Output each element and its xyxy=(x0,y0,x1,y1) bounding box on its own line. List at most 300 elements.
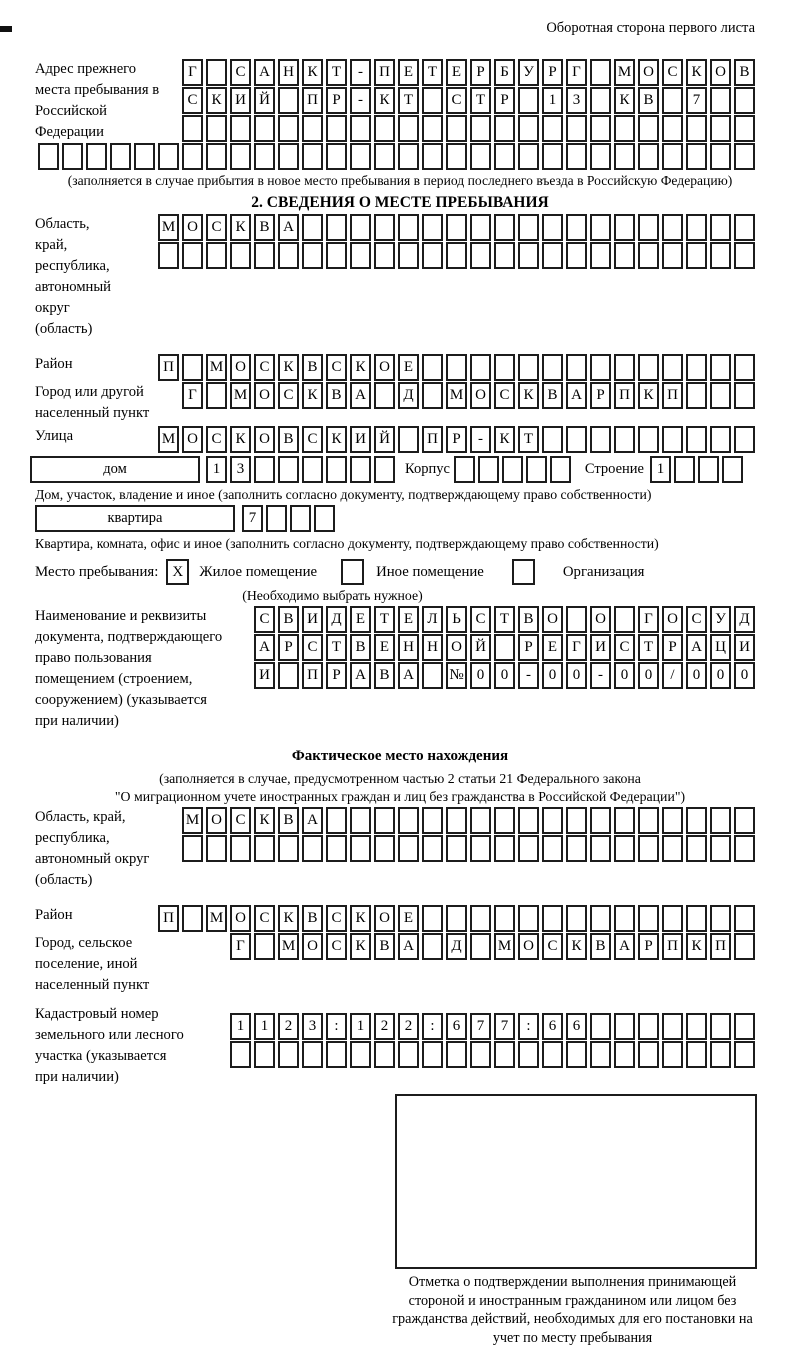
char-box[interactable] xyxy=(566,606,587,633)
char-box[interactable]: В xyxy=(254,214,275,241)
char-box[interactable]: Ь xyxy=(446,606,467,633)
char-box[interactable]: Е xyxy=(446,59,467,86)
char-box[interactable] xyxy=(638,214,659,241)
char-box[interactable]: Д xyxy=(326,606,347,633)
char-box[interactable] xyxy=(206,115,227,142)
char-box[interactable]: О xyxy=(302,933,323,960)
char-box[interactable]: - xyxy=(350,87,371,114)
char-box[interactable]: Р xyxy=(662,634,683,661)
char-box[interactable]: Т xyxy=(326,634,347,661)
char-box[interactable] xyxy=(302,456,323,483)
char-box[interactable]: С xyxy=(326,905,347,932)
char-box[interactable]: С xyxy=(182,87,203,114)
char-box[interactable] xyxy=(542,242,563,269)
char-box[interactable]: У xyxy=(710,606,731,633)
char-box[interactable]: Т xyxy=(470,87,491,114)
char-box[interactable] xyxy=(710,807,731,834)
char-box[interactable] xyxy=(590,214,611,241)
char-box[interactable] xyxy=(638,354,659,381)
char-box[interactable]: К xyxy=(638,382,659,409)
char-box[interactable]: М xyxy=(182,807,203,834)
char-box[interactable]: О xyxy=(710,59,731,86)
char-box[interactable]: С xyxy=(326,933,347,960)
char-box[interactable] xyxy=(182,835,203,862)
char-box[interactable]: О xyxy=(206,807,227,834)
char-box[interactable] xyxy=(254,1041,275,1068)
char-box[interactable] xyxy=(590,59,611,86)
char-box[interactable] xyxy=(494,835,515,862)
char-box[interactable] xyxy=(566,214,587,241)
char-box[interactable] xyxy=(350,1041,371,1068)
char-box[interactable] xyxy=(398,426,419,453)
char-box[interactable]: А xyxy=(350,382,371,409)
char-box[interactable]: 1 xyxy=(254,1013,275,1040)
char-box[interactable]: Б xyxy=(494,59,515,86)
char-box[interactable]: У xyxy=(518,59,539,86)
char-box[interactable] xyxy=(662,905,683,932)
char-box[interactable] xyxy=(478,456,499,483)
char-box[interactable]: В xyxy=(638,87,659,114)
char-box[interactable]: С xyxy=(254,905,275,932)
char-box[interactable] xyxy=(662,807,683,834)
char-box[interactable]: В xyxy=(278,426,299,453)
char-box[interactable] xyxy=(470,905,491,932)
char-box[interactable]: П xyxy=(662,933,683,960)
char-box[interactable] xyxy=(470,143,491,170)
char-box[interactable] xyxy=(638,807,659,834)
char-box[interactable] xyxy=(518,87,539,114)
char-box[interactable]: О xyxy=(446,634,467,661)
char-box[interactable] xyxy=(494,354,515,381)
char-box[interactable]: 0 xyxy=(734,662,755,689)
char-box[interactable] xyxy=(662,426,683,453)
char-box[interactable]: - xyxy=(350,59,371,86)
char-box[interactable]: К xyxy=(350,905,371,932)
char-box[interactable] xyxy=(494,115,515,142)
char-box[interactable] xyxy=(722,456,743,483)
char-box[interactable]: / xyxy=(662,662,683,689)
char-box[interactable] xyxy=(230,115,251,142)
char-box[interactable]: О xyxy=(470,382,491,409)
char-box[interactable] xyxy=(734,143,755,170)
char-box[interactable] xyxy=(374,242,395,269)
char-box[interactable]: 6 xyxy=(566,1013,587,1040)
char-box[interactable] xyxy=(494,143,515,170)
char-box[interactable] xyxy=(518,214,539,241)
char-box[interactable] xyxy=(566,115,587,142)
char-box[interactable]: Т xyxy=(638,634,659,661)
char-box[interactable]: С xyxy=(230,59,251,86)
char-box[interactable] xyxy=(566,905,587,932)
char-box[interactable]: К xyxy=(278,905,299,932)
char-box[interactable] xyxy=(590,1041,611,1068)
char-box[interactable]: К xyxy=(302,59,323,86)
char-box[interactable]: П xyxy=(302,87,323,114)
char-box[interactable] xyxy=(422,87,443,114)
char-box[interactable]: И xyxy=(350,426,371,453)
char-box[interactable] xyxy=(734,905,755,932)
char-box[interactable]: К xyxy=(206,87,227,114)
char-box[interactable] xyxy=(614,606,635,633)
char-box[interactable] xyxy=(734,807,755,834)
char-box[interactable] xyxy=(350,835,371,862)
char-box[interactable]: Г xyxy=(182,59,203,86)
char-box[interactable] xyxy=(302,835,323,862)
char-box[interactable] xyxy=(470,354,491,381)
char-box[interactable]: С xyxy=(206,214,227,241)
char-box[interactable] xyxy=(254,835,275,862)
char-box[interactable] xyxy=(326,115,347,142)
char-box[interactable] xyxy=(398,214,419,241)
char-box[interactable]: Д xyxy=(446,933,467,960)
char-box[interactable]: К xyxy=(350,354,371,381)
char-box[interactable]: К xyxy=(686,59,707,86)
char-box[interactable] xyxy=(710,1041,731,1068)
char-box[interactable] xyxy=(278,242,299,269)
char-box[interactable] xyxy=(686,143,707,170)
char-box[interactable] xyxy=(734,426,755,453)
char-box[interactable] xyxy=(326,835,347,862)
char-box[interactable] xyxy=(266,505,287,532)
char-box[interactable] xyxy=(446,115,467,142)
char-box[interactable]: 1 xyxy=(350,1013,371,1040)
char-box[interactable] xyxy=(686,807,707,834)
char-box[interactable]: П xyxy=(158,905,179,932)
char-box[interactable] xyxy=(278,143,299,170)
char-box[interactable]: С xyxy=(326,354,347,381)
char-box[interactable]: Ц xyxy=(710,634,731,661)
char-box[interactable]: О xyxy=(542,606,563,633)
char-box[interactable] xyxy=(710,214,731,241)
char-box[interactable] xyxy=(326,143,347,170)
char-box[interactable] xyxy=(566,354,587,381)
char-box[interactable] xyxy=(686,115,707,142)
char-box[interactable] xyxy=(494,1041,515,1068)
char-box[interactable] xyxy=(710,354,731,381)
char-box[interactable]: 0 xyxy=(638,662,659,689)
char-box[interactable] xyxy=(662,242,683,269)
char-box[interactable] xyxy=(614,835,635,862)
char-box[interactable] xyxy=(710,1013,731,1040)
char-box[interactable] xyxy=(398,835,419,862)
char-box[interactable]: Е xyxy=(398,354,419,381)
char-box[interactable] xyxy=(206,242,227,269)
char-box[interactable]: Т xyxy=(326,59,347,86)
char-box[interactable]: С xyxy=(542,933,563,960)
char-box[interactable]: К xyxy=(566,933,587,960)
char-box[interactable] xyxy=(278,115,299,142)
char-box[interactable] xyxy=(614,354,635,381)
char-box[interactable]: : xyxy=(422,1013,443,1040)
char-box[interactable]: Н xyxy=(422,634,443,661)
char-box[interactable]: М xyxy=(278,933,299,960)
char-box[interactable] xyxy=(494,214,515,241)
char-box[interactable]: Е xyxy=(350,606,371,633)
char-box[interactable] xyxy=(542,115,563,142)
char-box[interactable]: О xyxy=(590,606,611,633)
char-box[interactable]: Й xyxy=(254,87,275,114)
char-box[interactable] xyxy=(710,242,731,269)
char-box[interactable]: 2 xyxy=(398,1013,419,1040)
char-box[interactable] xyxy=(686,835,707,862)
char-box[interactable] xyxy=(686,382,707,409)
char-box[interactable] xyxy=(350,115,371,142)
char-box[interactable] xyxy=(374,835,395,862)
char-box[interactable] xyxy=(590,115,611,142)
char-box[interactable]: Е xyxy=(374,634,395,661)
char-box[interactable]: 0 xyxy=(566,662,587,689)
char-box[interactable] xyxy=(206,382,227,409)
char-box[interactable] xyxy=(734,1013,755,1040)
char-box[interactable] xyxy=(254,115,275,142)
char-box[interactable]: 7 xyxy=(242,505,263,532)
char-box[interactable] xyxy=(62,143,83,170)
char-box[interactable]: 0 xyxy=(710,662,731,689)
char-box[interactable]: В xyxy=(374,662,395,689)
char-box[interactable]: П xyxy=(374,59,395,86)
char-box[interactable]: В xyxy=(326,382,347,409)
char-box[interactable]: 3 xyxy=(230,456,251,483)
char-box[interactable] xyxy=(638,905,659,932)
char-box[interactable] xyxy=(206,143,227,170)
char-box[interactable] xyxy=(686,426,707,453)
char-box[interactable] xyxy=(422,143,443,170)
char-box[interactable]: А xyxy=(350,662,371,689)
char-box[interactable]: А xyxy=(686,634,707,661)
char-box[interactable] xyxy=(350,807,371,834)
char-box[interactable] xyxy=(182,242,203,269)
char-box[interactable] xyxy=(446,214,467,241)
char-box[interactable]: К xyxy=(230,214,251,241)
char-box[interactable] xyxy=(542,1041,563,1068)
char-box[interactable]: Й xyxy=(470,634,491,661)
char-box[interactable]: К xyxy=(254,807,275,834)
char-box[interactable] xyxy=(638,1041,659,1068)
char-box[interactable] xyxy=(614,1041,635,1068)
char-box[interactable] xyxy=(590,905,611,932)
char-box[interactable] xyxy=(446,1041,467,1068)
char-box[interactable]: О xyxy=(182,426,203,453)
char-box[interactable]: О xyxy=(518,933,539,960)
char-box[interactable]: В xyxy=(350,634,371,661)
char-box[interactable]: 0 xyxy=(614,662,635,689)
char-box[interactable] xyxy=(526,456,547,483)
char-box[interactable]: Е xyxy=(542,634,563,661)
char-box[interactable] xyxy=(158,242,179,269)
char-box[interactable]: К xyxy=(230,426,251,453)
char-box[interactable] xyxy=(254,242,275,269)
char-box[interactable]: А xyxy=(398,662,419,689)
char-box[interactable]: 2 xyxy=(374,1013,395,1040)
char-box[interactable]: Е xyxy=(398,59,419,86)
char-box[interactable] xyxy=(422,905,443,932)
char-box[interactable] xyxy=(446,354,467,381)
char-box[interactable] xyxy=(590,354,611,381)
char-box[interactable]: В xyxy=(302,354,323,381)
char-box[interactable]: 0 xyxy=(542,662,563,689)
char-box[interactable] xyxy=(302,143,323,170)
char-box[interactable] xyxy=(254,456,275,483)
char-box[interactable]: К xyxy=(494,426,515,453)
char-box[interactable]: И xyxy=(254,662,275,689)
char-box[interactable]: О xyxy=(254,426,275,453)
char-box[interactable] xyxy=(134,143,155,170)
char-box[interactable] xyxy=(230,835,251,862)
char-box[interactable] xyxy=(278,87,299,114)
char-box[interactable] xyxy=(662,214,683,241)
char-box[interactable]: Г xyxy=(566,59,587,86)
char-box[interactable]: № xyxy=(446,662,467,689)
char-box[interactable] xyxy=(710,382,731,409)
char-box[interactable] xyxy=(470,214,491,241)
char-box[interactable] xyxy=(494,807,515,834)
char-box[interactable] xyxy=(518,143,539,170)
char-box[interactable]: П xyxy=(662,382,683,409)
char-box[interactable] xyxy=(734,115,755,142)
char-box[interactable] xyxy=(734,382,755,409)
char-box[interactable]: И xyxy=(302,606,323,633)
char-box[interactable] xyxy=(518,242,539,269)
char-box[interactable]: К xyxy=(278,354,299,381)
char-box[interactable]: К xyxy=(326,426,347,453)
char-box[interactable] xyxy=(374,143,395,170)
char-box[interactable] xyxy=(422,835,443,862)
char-box[interactable]: М xyxy=(614,59,635,86)
char-box[interactable] xyxy=(278,835,299,862)
char-box[interactable]: В xyxy=(518,606,539,633)
char-box[interactable]: С xyxy=(254,354,275,381)
char-box[interactable]: Р xyxy=(326,87,347,114)
char-box[interactable]: : xyxy=(518,1013,539,1040)
char-box[interactable] xyxy=(734,242,755,269)
char-box[interactable] xyxy=(302,242,323,269)
char-box[interactable] xyxy=(614,426,635,453)
char-box[interactable]: А xyxy=(254,59,275,86)
char-box[interactable]: К xyxy=(518,382,539,409)
char-box[interactable] xyxy=(182,143,203,170)
char-box[interactable] xyxy=(638,143,659,170)
char-box[interactable]: 1 xyxy=(230,1013,251,1040)
char-box[interactable]: Й xyxy=(374,426,395,453)
char-box[interactable]: Р xyxy=(470,59,491,86)
char-box[interactable]: П xyxy=(710,933,731,960)
char-box[interactable]: М xyxy=(158,426,179,453)
char-box[interactable]: - xyxy=(470,426,491,453)
char-box[interactable]: П xyxy=(158,354,179,381)
char-box[interactable] xyxy=(566,242,587,269)
char-box[interactable]: П xyxy=(614,382,635,409)
char-box[interactable] xyxy=(518,115,539,142)
char-box[interactable] xyxy=(326,1041,347,1068)
char-box[interactable] xyxy=(350,214,371,241)
char-box[interactable]: 2 xyxy=(278,1013,299,1040)
char-box[interactable]: А xyxy=(254,634,275,661)
char-box[interactable]: О xyxy=(230,905,251,932)
char-box[interactable]: Р xyxy=(494,87,515,114)
char-box[interactable] xyxy=(542,214,563,241)
char-box[interactable]: С xyxy=(470,606,491,633)
char-box[interactable] xyxy=(374,115,395,142)
char-box[interactable]: М xyxy=(494,933,515,960)
char-box[interactable] xyxy=(278,456,299,483)
char-box[interactable]: 7 xyxy=(494,1013,515,1040)
char-box[interactable] xyxy=(314,505,335,532)
char-box[interactable] xyxy=(662,143,683,170)
char-box[interactable] xyxy=(398,115,419,142)
char-box[interactable] xyxy=(662,835,683,862)
char-box[interactable] xyxy=(590,242,611,269)
char-box[interactable]: С xyxy=(686,606,707,633)
char-box[interactable] xyxy=(494,905,515,932)
char-box[interactable] xyxy=(470,1041,491,1068)
char-box[interactable] xyxy=(494,242,515,269)
char-box[interactable] xyxy=(350,242,371,269)
char-box[interactable] xyxy=(254,143,275,170)
char-box[interactable]: К xyxy=(350,933,371,960)
char-box[interactable] xyxy=(494,634,515,661)
char-box[interactable]: 1 xyxy=(206,456,227,483)
char-box[interactable] xyxy=(590,807,611,834)
char-box[interactable]: В xyxy=(374,933,395,960)
char-box[interactable]: О xyxy=(182,214,203,241)
char-box[interactable] xyxy=(614,242,635,269)
char-box[interactable] xyxy=(638,835,659,862)
char-box[interactable]: Е xyxy=(398,905,419,932)
char-box[interactable] xyxy=(470,242,491,269)
char-box[interactable]: П xyxy=(302,662,323,689)
char-box[interactable] xyxy=(230,143,251,170)
apartment-type-field[interactable]: квартира xyxy=(35,505,235,532)
char-box[interactable]: Г xyxy=(182,382,203,409)
char-box[interactable] xyxy=(566,835,587,862)
char-box[interactable] xyxy=(206,59,227,86)
char-box[interactable]: 6 xyxy=(446,1013,467,1040)
char-box[interactable]: С xyxy=(278,382,299,409)
char-box[interactable] xyxy=(734,354,755,381)
char-box[interactable]: С xyxy=(494,382,515,409)
char-box[interactable] xyxy=(422,933,443,960)
char-box[interactable] xyxy=(710,115,731,142)
char-box[interactable]: К xyxy=(374,87,395,114)
char-box[interactable] xyxy=(614,115,635,142)
char-box[interactable] xyxy=(470,115,491,142)
char-box[interactable] xyxy=(566,426,587,453)
char-box[interactable]: О xyxy=(374,905,395,932)
char-box[interactable] xyxy=(710,905,731,932)
char-box[interactable] xyxy=(542,354,563,381)
char-box[interactable] xyxy=(590,87,611,114)
char-box[interactable]: О xyxy=(638,59,659,86)
char-box[interactable]: С xyxy=(302,634,323,661)
char-box[interactable] xyxy=(518,905,539,932)
checkbox-organization[interactable] xyxy=(512,559,535,585)
char-box[interactable] xyxy=(86,143,107,170)
char-box[interactable] xyxy=(614,214,635,241)
char-box[interactable]: 0 xyxy=(494,662,515,689)
char-box[interactable]: К xyxy=(614,87,635,114)
char-box[interactable] xyxy=(674,456,695,483)
char-box[interactable] xyxy=(662,1013,683,1040)
char-box[interactable] xyxy=(518,1041,539,1068)
char-box[interactable] xyxy=(686,1013,707,1040)
char-box[interactable]: Р xyxy=(446,426,467,453)
char-box[interactable]: Т xyxy=(518,426,539,453)
char-box[interactable] xyxy=(734,835,755,862)
char-box[interactable] xyxy=(422,382,443,409)
char-box[interactable]: Г xyxy=(638,606,659,633)
char-box[interactable]: 7 xyxy=(470,1013,491,1040)
char-box[interactable]: Р xyxy=(326,662,347,689)
